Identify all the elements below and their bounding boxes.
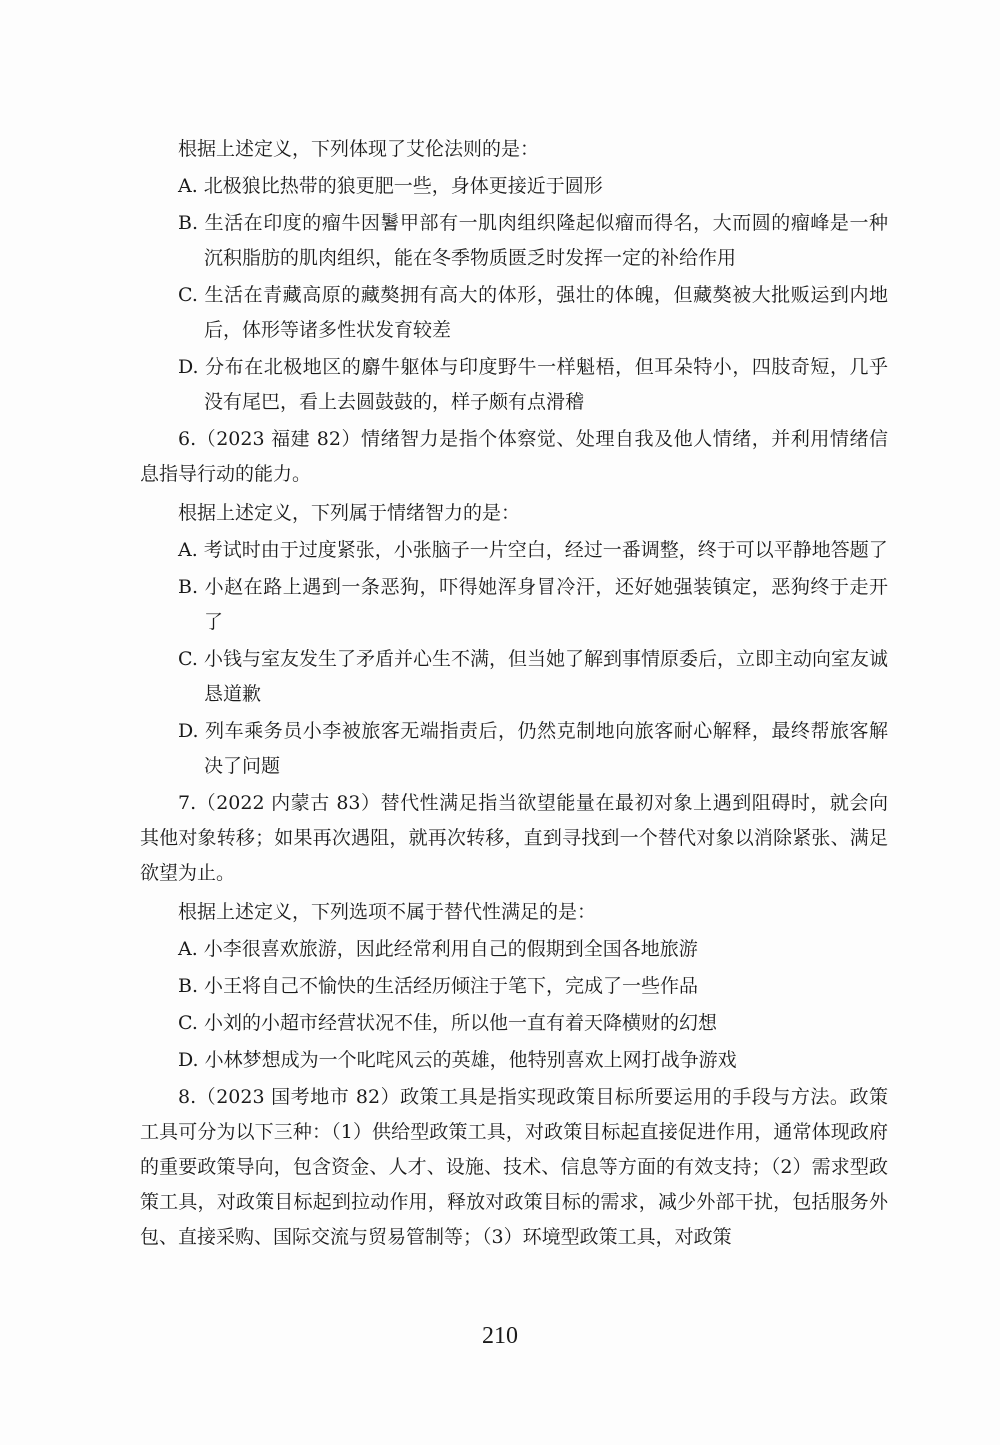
page-content: [140, 128, 888, 1257]
q5-option-a: A. 北极狼比热带的狼更肥一些，身体更接近于圆形: [178, 175, 603, 197]
q7-option-d: D. 小林梦想成为一个叱咤风云的英雄，他特别喜欢上网打战争游戏: [178, 1049, 737, 1071]
q7-question: 7.（2022 内蒙古 83）替代性满足指当欲望能量在最初对象上遇到阻碍时，就会向其他对象转移；如果再次遇阻，就再次转移，直到寻找到一个替代对象以消除紧张、满足欲望为止。: [140, 792, 888, 884]
q7-stem: 根据上述定义，下列选项不属于替代性满足的是：: [178, 901, 597, 923]
q6-option-a: A. 考试时由于过度紧张，小张脑子一片空白，经过一番调整，终于可以平静地答题了: [178, 539, 888, 561]
q5-stem: 根据上述定义，下列体现了艾伦法则的是：: [178, 138, 540, 160]
q6-option-b: B. 小赵在路上遇到一条恶狗，吓得她浑身冒冷汗，还好她强装镇定，恶狗终于走开了: [178, 576, 888, 633]
q6-option-c: C. 小钱与室友发生了矛盾并心生不满，但当她了解到事情原委后，立即主动向室友诚恳道歉: [178, 648, 888, 705]
page-number: 210: [482, 1323, 518, 1349]
q8-question: 8.（2023 国考地市 82）政策工具是指实现政策目标所要运用的手段与方法。政策工具可分为以下三种：（1）供给型政策工具，对政策目标起直接促进作用，通常体现政府的重要政策导向，包含资金、人才、设施、技术、信息等方面的有效支持；（2）需求型政策工具，对政策目标起到拉动作用，释放对政策目标的需求，减少外部干扰，包括服务外包、直接采购、国际交流与贸易管制等；（3）环境型政策工具，对政策: [140, 1086, 888, 1248]
q6-stem: 根据上述定义，下列属于情绪智力的是：: [178, 502, 521, 524]
q5-option-b: B. 生活在印度的瘤牛因鬐甲部有一肌肉组织隆起似瘤而得名，大而圆的瘤峰是一种沉积脂肪的肌肉组织，能在冬季物质匮乏时发挥一定的补给作用: [178, 212, 888, 269]
q5-option-c: C. 生活在青藏高原的藏獒拥有高大的体形，强壮的体魄，但藏獒被大批贩运到内地后，体形等诸多性状发育较差: [178, 284, 888, 341]
q7-option-b: B. 小王将自己不愉快的生活经历倾注于笔下，完成了一些作品: [178, 975, 699, 997]
q6-question: 6.（2023 福建 82）情绪智力是指个体察觉、处理自我及他人情绪，并利用情绪信息指导行动的能力。: [140, 428, 888, 485]
q7-option-c: C. 小刘的小超市经营状况不佳，所以他一直有着天降横财的幻想: [178, 1012, 717, 1034]
q5-option-d: D. 分布在北极地区的麝牛躯体与印度野牛一样魁梧，但耳朵特小，四肢奇短，几乎没有尾巴，看上去圆鼓鼓的，样子颇有点滑稽: [178, 356, 888, 413]
q6-option-d: D. 列车乘务员小李被旅客无端指责后，仍然克制地向旅客耐心解释，最终帮旅客解决了问题: [178, 720, 888, 777]
q7-option-a: A. 小李很喜欢旅游，因此经常利用自己的假期到全国各地旅游: [178, 938, 698, 960]
